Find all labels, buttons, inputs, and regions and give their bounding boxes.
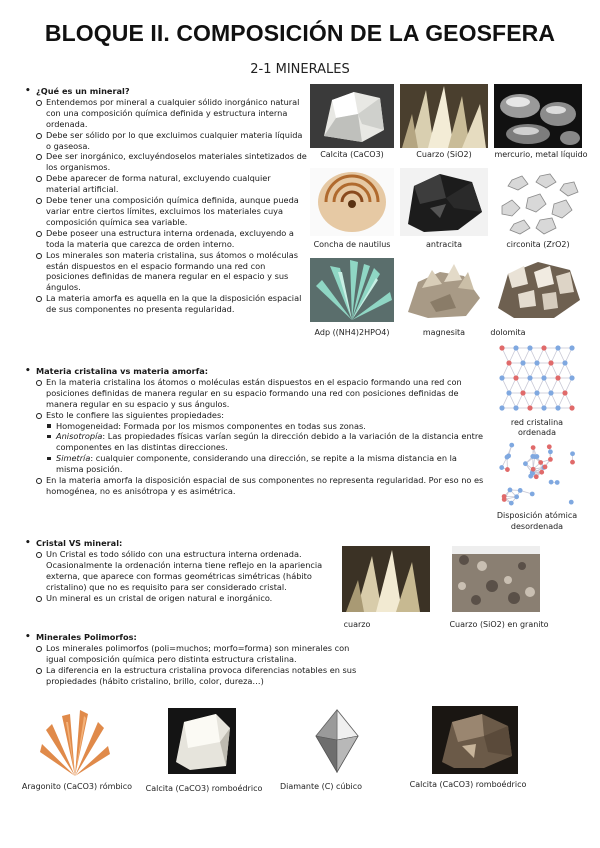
list-item: Dee ser inorgánico, excluyéndoselos materiales sintetizados de los organismos. — [22, 151, 307, 173]
aragonito-image — [38, 706, 112, 778]
mercurio-image — [494, 84, 582, 148]
list-item: La materia amorfa es aquella en la que la disposición espacial de sus componentes no presenta regularidad. — [22, 293, 307, 315]
caption-circonita: circonita (ZrO2) — [506, 240, 570, 249]
section-subtitle: 2-1 MINERALES — [250, 62, 350, 77]
section-polymorphs — [22, 632, 362, 687]
list-item: Los minerales polimorfos (poli=muchos; morfo=forma) son minerales con igual composición química pero distinta estructura cristalina. — [22, 643, 362, 665]
section-heading: • ¿Qué es un mineral? — [22, 86, 307, 97]
list-item: Un Cristal es todo sólido con una estructura interna ordenada. Ocasionalmente la ordenación interna tiene reflejo en la apariencia externa, que aparece con formas geométricas simétricas (hábito cristalino) que no es requisito para ser considerado cristal. — [22, 549, 334, 593]
term-anisotropia: Anisotropía — [56, 431, 103, 442]
caption-dolomita: dolomita — [490, 328, 526, 337]
crystal-lattice-diagram — [494, 340, 580, 416]
cuarzo-crystal-image — [342, 546, 430, 612]
calcita-romboedrico-image — [168, 708, 236, 774]
list-item: Debe poseer una estructura interna ordenada, excluyendo a toda la materia que carezca de orden interno. — [22, 228, 307, 250]
caption-diamante: Diamante (C) cúbico — [279, 782, 363, 791]
cuarzo-image — [400, 84, 488, 148]
diamante-image — [310, 706, 364, 776]
list-item — [22, 431, 486, 453]
nautilus-image — [310, 168, 394, 236]
magnesita-image — [400, 258, 488, 322]
list-item: Esto le confiere las siguientes propiedades: — [22, 410, 486, 421]
list-item: Un mineral es un cristal de origen natural e inorgánico. — [22, 593, 334, 604]
adp-image — [310, 258, 394, 322]
page-title: BLOQUE II. COMPOSICIÓN DE LA GEOSFERA — [44, 20, 556, 46]
circonita-image — [494, 168, 582, 236]
calcita-romboedrico-2-image — [432, 706, 518, 774]
section-heading: • Cristal VS mineral: — [22, 538, 334, 549]
caption-disposicion-amorfa: Disposición atómica desordenada — [496, 511, 578, 531]
dolomita-image — [494, 258, 582, 322]
caption-aragonito: Aragonito (CaCO3) rómbico — [21, 782, 133, 791]
caption-magnesita: magnesita — [422, 328, 466, 337]
caption-calcita: Calcita (CaCO3) — [320, 150, 384, 159]
list-item: La diferencia en la estructura cristalina provoca diferencias notables en sus propiedades (hábito cristalino, brillo, color, dureza…) — [22, 665, 362, 687]
antracita-image — [400, 168, 488, 236]
amorphous-diagram — [494, 438, 580, 508]
term-simetria: Simetría — [56, 453, 91, 464]
section-what-is-mineral — [22, 86, 307, 315]
list-item: En la materia cristalina los átomos o moléculas están dispuestos en el espacio formando una red con posiciones definidas de manera regular en su espacio formando una red con posiciones definidas de manera regular en su espacio y sus ángulos. — [22, 377, 486, 410]
cuarzo-granito-image — [452, 546, 540, 612]
term-text: : Las propiedades físicas varían según la dirección debido a la variación de la distancia entre componentes en las distintas direcciones. — [56, 431, 484, 453]
caption-calcita-romboedrico-2: Calcita (CaCO3) romboédrico — [409, 780, 527, 789]
term-text: : cualquier componente, considerando una dirección, se repite a la misma distancia en la misma posición. — [56, 453, 457, 475]
caption-adp: Adp ((NH4)2HPO4) — [314, 328, 390, 337]
list-item: Debe tener una composición química definida, aunque pueda variar entre ciertos límites, excluimos los materiales cuya composición química sea variable. — [22, 195, 307, 228]
caption-cuarzo-granito: Cuarzo (SiO2) en granito — [449, 620, 549, 629]
caption-cuarzo-crystal: cuarzo — [343, 620, 371, 629]
caption-antracita: antracita — [426, 240, 462, 249]
list-item: Debe ser sólido por lo que excluimos cualquier materia líquida o gaseosa. — [22, 130, 307, 152]
section-crystalline-vs-amorphous — [22, 366, 486, 497]
list-item: En la materia amorfa la disposición espacial de sus componentes no representa regularidad. Por eso no es homogénea, no es anisótropa y es asimétrica. — [22, 475, 486, 497]
list-item: Los minerales son materia cristalina, sus átomos o moléculas están dispuestos en el espacio formando una red con posiciones definidas de manera regular en el espacio y sus ángulos. — [22, 250, 307, 294]
caption-red-cristalina: red cristalina ordenada — [510, 418, 564, 437]
list-item — [22, 453, 486, 475]
caption-calcita-romboedrico: Calcita (CaCO3) romboédrico — [145, 784, 263, 793]
section-crystal-vs-mineral — [22, 538, 334, 603]
section-heading: • Minerales Polimorfos: — [22, 632, 362, 643]
section-heading: • Materia cristalina vs materia amorfa: — [22, 366, 486, 377]
calcita-image — [310, 84, 394, 148]
caption-mercurio: mercurio, metal líquido — [494, 150, 588, 159]
caption-nautilus: Concha de nautilus — [313, 240, 391, 249]
list-item: Entendemos por mineral a cualquier sólido inorgánico natural con una composición química definida y estructura interna ordenada. — [22, 97, 307, 130]
list-item: Homogeneidad: Formada por los mismos componentes en todas sus zonas. — [22, 421, 486, 432]
caption-cuarzo: Cuarzo (SiO2) — [416, 150, 472, 159]
list-item: Debe aparecer de forma natural, excluyendo cualquier material artificial. — [22, 173, 307, 195]
